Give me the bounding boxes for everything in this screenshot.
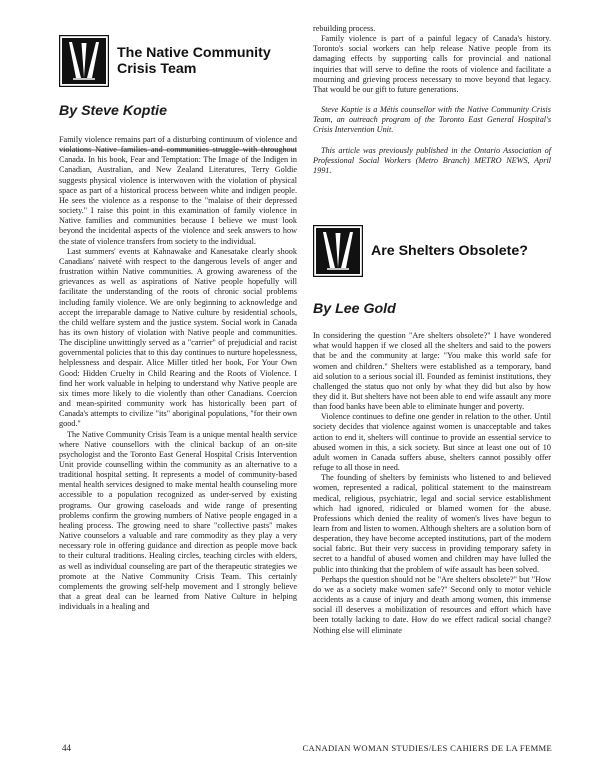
feather-logo-icon [313,225,363,277]
feather-logo-icon [59,35,109,87]
journal-footer: CANADIAN WOMAN STUDIES/LES CAHIERS DE LA FEMME [302,743,552,753]
article2-paragraph-1: In considering the question "Are shelters obsolete?" I have wondered what would happen if we closed all the shelters and said to the powers that be and the community at large: "You make this world safe for women and children." Shelters were established as a temporary, band aid solution to a serious social ill. Founded as feminist institutions, they challenged the status quo not only by what they did but also by how they did it. But shelters have not been able to end wife assault any more than food banks have been able to eliminate hunger and poverty. [313,331,551,412]
article2-paragraph-3: The founding of shelters by feminists who listened to and believed women, represented a radical, political statement to the mainstream medical, religious, psychiatric, legal and social service establishment which had ignored, ridiculed or blamed women for the abuse. Professions which denied the reality of women's lives have begun to learn from and listen to women. Although shelters are a solution born of desperation, they have become accepted institutions, part of the modern social fabric. But their very success in providing temporary safety in secret to a handful of abused women and children may have lulled the public into thinking that the problem of wife assault has been solved. [313,473,551,574]
article1-body [59,135,297,612]
article1-title [117,45,271,77]
article2-title [371,243,528,259]
article1-title-line1: The Native Community [117,45,271,61]
article1-paragraph-3: The Native Community Crisis Team is a unique mental health service where Native counsellors with the clinical backup of an on-site psychologist and the Toronto East General Hospital Crisis Intervention Unit provide counselling within the community as an alternative to a traditional hospital setting. It represents a model of community-based mental health services designed to make mental health counseling more accessible to a population recognized as under-served by existing programs. Our growing caseloads and wide range of presenting problems confirm the growing numbers of Native people engaged in a healing process. The growing need to share "collective pasts" makes Native counselors a valuable and rare commodity as they play a very necessary role in offering guidance and direction as people move back to their cultural traditions. Healing circles, teaching circles with elders, as well as individual counseling are part of the therapeutic strategies we promote at the Native Community Crisis Team. This certainly complements the growing self-help movement and I strongly believe that a great deal can be learned from Native Culture in helping individuals in a healing and [59,429,297,612]
article2-masthead [313,223,551,279]
article1-title-line2: Crisis Team [117,61,197,77]
article1-paragraph-1: Family violence remains part of a disturbing continuum of violence and violations Native families and communities struggle with throughout Canada. In his book, Fear and Temptation: The Image of the Indigen in Canadian, Australian, and New Zealand Literatures, Terry Goldie suggests physical violence is interwoven with the violation of physical space as part of a historical process between white and indigen people. He sees the violence as a response to the "malaise of their depressed society." I raise this point in this examination of family violence in Native families and communities because I believe we must look beyond the incidental aspects of the violence and seek answers to how the state of violence transfers from society to the individual. [59,135,297,246]
article2-paragraph-4: Perhaps the question should not be "Are shelters obsolete?" but "How do we as a society make women safe?" Second only to motor vehicle accidents as a cause of injury and death among women, this immense social ill deserves a mobilization of resources and effort which have been totally lacking to date. How do we effect radical social change? Nothing else will eliminate [313,574,551,635]
page-number: 44 [62,743,71,753]
article1-closing-paragraph: Family violence is part of a painful legacy of Canada's history. Toronto's social workers can help release Native people from its damaging effects by supporting calls for provincial and national inquiries that will serve to define the roots of violence and facilitate a mourning and grieving process necessary to move beyond that legacy. That would be our gift to future generations. [313,34,551,94]
left-column [59,33,297,612]
article2-title-text: Are Shelters Obsolete? [371,243,528,260]
article1-paragraph-2: Last summers' events at Kahnawake and Kanesatake clearly shook Canadians' naiveté with respect to the dangerous levels of anger and frustration within Native communities. A growing awareness of the grievances as well as aspirations of Native people hopefully will facilitate the understanding of the roots of chronic social problems including family violence. We are only beginning to acknowledge and accept the irreparable damage to Native culture by residential schools, the child welfare system and the justice system. Social work in Canada has its own history of violation with Native people and communities. The discipline unwittingly served as a "carrier" of prejudicial and racist governmental policies that to this day continues to nurture hopelessness, helplessness and despair. Alice Miller titled her book, For Your Own Good: Hidden Cruelty in Child Rearing and the Roots of Violence. I find her work valuable in helping to understand why Native people are six times more likely to die violently than other Canadians. Coercion and mean-spirited community work has historically been part of Canada's attempts to civilize "its" aboriginal populations, "for their own good." [59,246,297,429]
article1-masthead [59,33,297,89]
article1-author-note: Steve Koptie is a Métis counsellor with the Native Community Crisis Team, an outreach program of the Toronto East General Hospital's Crisis Intervention Unit. [313,105,551,135]
article2-byline: By Lee Gold [313,301,396,318]
article2-paragraph-2: Violence continues to define one gender in relation to the other. Until society decides that violence against women is unacceptable and takes action to end it, shelters will continue to provide an essential service to abused women in this, a sick society. But since at least one out of 10 adult women in Canada suffers abuse, shelters cannot possibly offer refuge to all those in need. [313,412,551,473]
article2-body [313,331,551,636]
article1-byline: By Steve Koptie [59,103,168,119]
right-column [313,24,551,636]
article1-publication-note: This article was previously published in the Ontario Association of Professional Social Workers (Metro Branch) METRO NEWS, April 1991. [313,145,551,175]
article1-continuation-text: rebuilding process. [313,24,376,33]
article1-continuation [313,24,551,95]
